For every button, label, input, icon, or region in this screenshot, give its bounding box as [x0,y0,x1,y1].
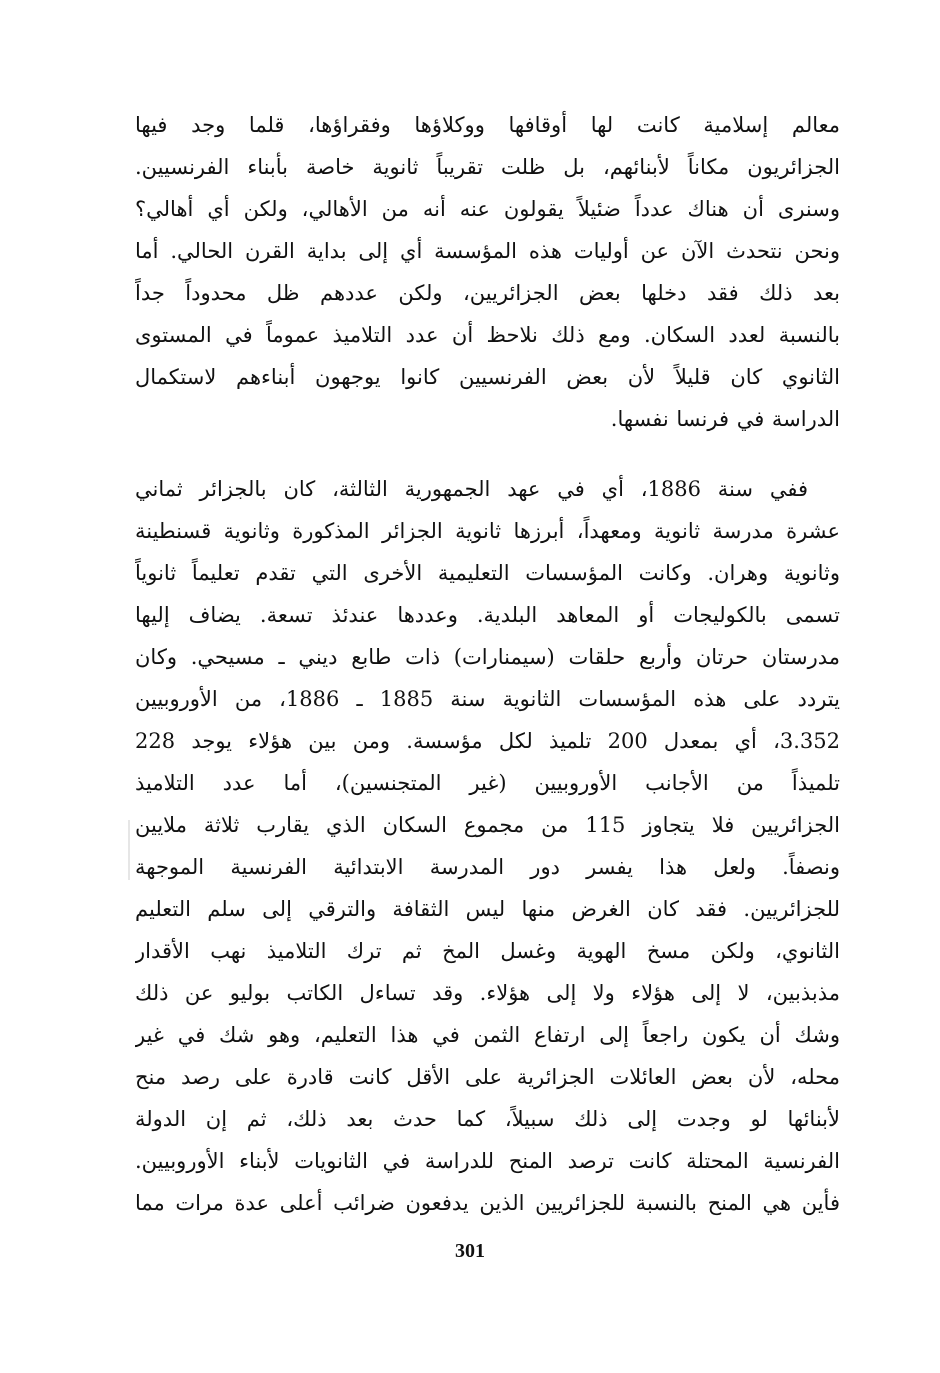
text-line: ونحن نتحدث الآن عن أوليات هذه المؤسسة أي إلى بداية القرن الحالي. أما [135,239,840,263]
page-number: 301 [455,1240,485,1262]
text-line: وسنرى أن هناك عدداً ضئيلاً يقولون عنه أنه من الأهالي، ولكن أي أهالي؟ [135,197,840,221]
text-line: ففي سنة 1886، أي في عهد الجمهورية الثالثة، كان بالجزائر ثماني [135,477,808,501]
text-line: الجزائريين فلا يتجاوز 115 من مجموع السكان الذي يقارب ثلاثة ملايين [135,813,840,837]
text-line: مذبذبين، لا إلى هؤلاء ولا إلى هؤلاء. وقد تساءل الكاتب بوليو عن ذلك [135,981,840,1005]
text-line: وشك أن يكون راجعاً إلى ارتفاع الثمن في هذا التعليم، وهو شك في غير [135,1023,840,1047]
text-line: تسمى بالكوليجات أو المعاهد البلدية. وعددها عندئذ تسعة. يضاف إليها [135,603,840,627]
text-line: عشرة مدرسة ثانوية ومعهداً، أبرزها ثانوية الجزائر المذكورة وثانوية قسنطينة [135,519,840,543]
scan-edge-mark [128,820,130,880]
text-line: 3.352، أي بمعدل 200 تلميذ لكل مؤسسة. ومن بين هؤلاء يوجد 228 [135,729,840,753]
paragraph-2 [135,468,840,1224]
text-line: بالنسبة لعدد السكان. ومع ذلك نلاحظ أن عدد التلاميذ عموماً في المستوى [135,323,840,347]
text-line: الثانوي، ولكن مسخ الهوية وغسل المخ ثم ترك التلاميذ نهب الأقدار [135,939,840,963]
text-line: لأبنائها لو وجدت إلى ذلك سبيلاً، كما حدث بعد ذلك، ثم إن الدولة [135,1107,840,1131]
text-line: يتردد على هذه المؤسسات الثانوية سنة 1885 ـ 1886، من الأوروبيين [135,687,840,711]
text-line: محله، لأن بعض العائلات الجزائرية على الأقل كانت قادرة على رصد منح [135,1065,840,1089]
text-line: تلميذاً من الأجانب الأوروبيين (غير المتجنسين)، أما عدد التلاميذ [135,771,840,795]
text-line: معالم إسلامية كانت لها أوقافها ووكلاؤها وفقراؤها، قلما وجد فيها [135,113,840,137]
text-line: بعد ذلك فقد دخلها بعض الجزائريين، ولكن عددهم ظل محدوداً جداً [135,281,840,305]
paragraph-1 [135,104,840,440]
text-line: مدرستان حرتان وأربع حلقات (سيمنارات) ذات طابع ديني ـ مسيحي. وكان [135,645,840,669]
text-line: الثانوي كان قليلاً لأن بعض الفرنسيين كانوا يوجهون أبناءهم لاستكمال [135,365,840,389]
text-line: وثانوية وهران. وكانت المؤسسات التعليمية الأخرى التي تقدم تعليماً ثانوياً [135,561,840,585]
text-line: فأين هي المنح بالنسبة للجزائريين الذين يدفعون ضرائب أعلى عدة مرات مما [135,1191,840,1215]
text-line: الدراسة في فرنسا نفسها. [610,407,840,431]
text-line: للجزائريين. فقد كان الغرض منها ليس الثقافة والترقي إلى سلم التعليم [135,897,840,921]
text-line: الفرنسية المحتلة كانت ترصد المنح للدراسة في الثانويات لأبناء الأوروبيين. [135,1149,840,1173]
text-line: ونصفاً. ولعل هذا يفسر دور المدرسة الابتدائية الفرنسية الموجهة [135,855,840,879]
text-line: الجزائريون مكاناً لأبنائهم، بل ظلت تقريباً ثانوية خاصة بأبناء الفرنسيين. [135,155,840,179]
